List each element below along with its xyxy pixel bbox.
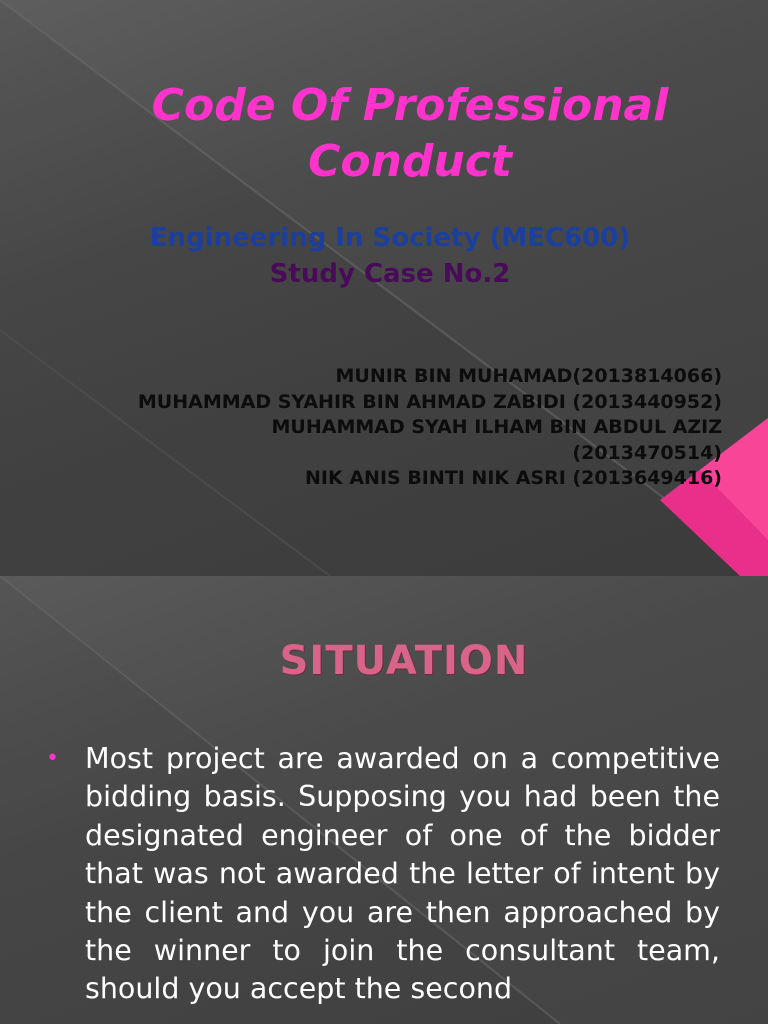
author-line: MUHAMMAD SYAHIR BIN AHMAD ZABIDI (2013440952)	[137, 390, 722, 413]
author-line: NIK ANIS BINTI NIK ASRI (2013649416)	[305, 467, 722, 490]
author-line: (2013470514)	[572, 441, 722, 464]
situation-heading: SITUATION	[279, 638, 529, 684]
bullet-dot-icon: •	[46, 746, 59, 771]
bullet-text: Most project are awarded on a competitive bidding basis. Supposing you had been the designated engineer of one of the bidder that was not awarded the letter of intent by the client and you are then approached by the winner to join the consultant team, should you accept the second	[85, 742, 720, 1006]
author-list	[32, 364, 722, 492]
slide-title: Code Of Professional Conduct	[151, 80, 669, 187]
case-subtitle: Study Case No.2	[269, 259, 511, 289]
author-line: MUHAMMAD SYAH ILHAM BIN ABDUL AZIZ	[271, 416, 722, 439]
author-line: MUNIR BIN MUHAMAD(2013814066)	[335, 365, 722, 387]
course-subtitle: Engineering In Society (MEC600)	[149, 223, 631, 253]
